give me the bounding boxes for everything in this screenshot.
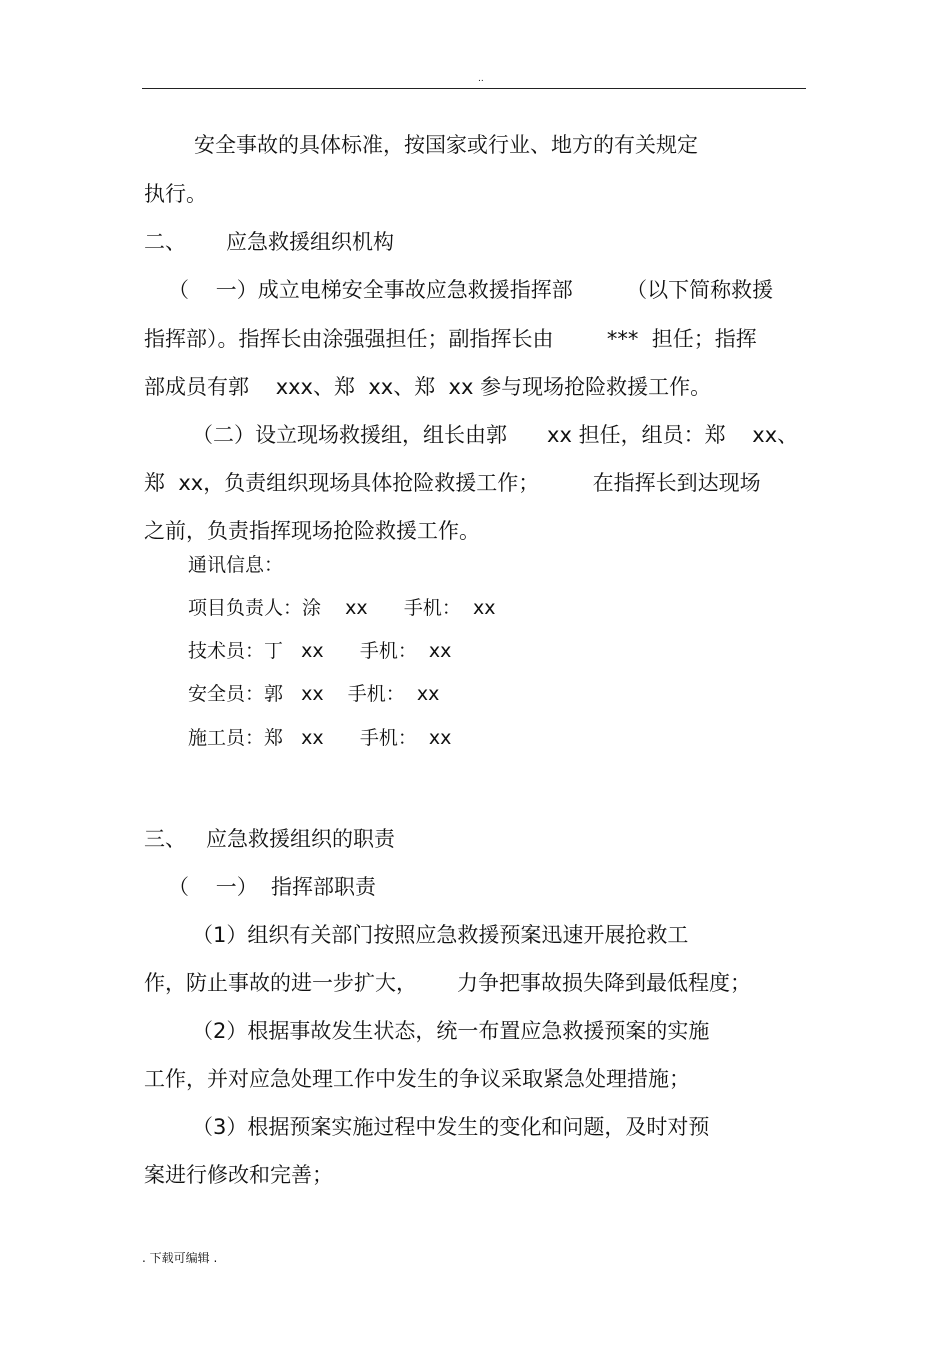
paragraph-line: 案进行修改和完善； (144, 1163, 333, 1187)
paragraph-line: 部成员有郭 xxx、郑 xx、郑 xx 参与现场抢险救援工作。 (144, 375, 712, 399)
paragraph-line: （二）设立现场救援组，组长由郭 xx 担任，组员：郑 xx、 (192, 423, 799, 447)
contact-row: 技术员：丁 xx 手机： xx (188, 640, 452, 662)
section-heading: 二、 应急救援组织机构 (144, 230, 395, 254)
section-heading: 三、 应急救援组织的职责 (144, 827, 396, 851)
paragraph-line: 安全事故的具体标准，按国家或行业、地方的有关规定 (194, 133, 698, 157)
paragraph-line: 之前，负责指挥现场抢险救援工作。 (144, 519, 480, 543)
paragraph-line: 郑 xx，负责组织现场具体抢险救援工作； 在指挥长到达现场 (144, 471, 761, 495)
paragraph-line: （1）组织有关部门按照应急救援预案迅速开展抢救工 (192, 923, 689, 947)
contact-row: 项目负责人：涂 xx 手机： xx (188, 597, 496, 619)
subsection-heading: （ 一） 指挥部职责 (168, 875, 377, 899)
contacts-title: 通讯信息： (188, 554, 284, 576)
paragraph-line: 作，防止事故的进一步扩大， 力争把事故损失降到最低程度； (144, 971, 752, 995)
contact-row: 安全员：郭 xx 手机： xx (188, 683, 440, 705)
paragraph-line: （2）根据事故发生状态，统一布置应急救援预案的实施 (192, 1019, 710, 1043)
footer-text: . 下载可编辑 . (142, 1251, 218, 1265)
paragraph-line: （3）根据预案实施过程中发生的变化和问题，及时对预 (192, 1115, 710, 1139)
paragraph-line: 指挥部）。指挥长由涂强强担任；副指挥长由 *** 担任；指挥 (144, 327, 757, 351)
contact-row: 施工员：郑 xx 手机： xx (188, 727, 452, 749)
paragraph-line: （ 一）成立电梯安全事故应急救援指挥部 （以下简称救援 (168, 278, 774, 302)
paragraph-line: 执行。 (144, 182, 207, 206)
header-mark: .. (478, 74, 484, 84)
header-rule (142, 88, 806, 89)
paragraph-line: 工作，并对应急处理工作中发生的争议采取紧急处理措施； (144, 1067, 690, 1091)
